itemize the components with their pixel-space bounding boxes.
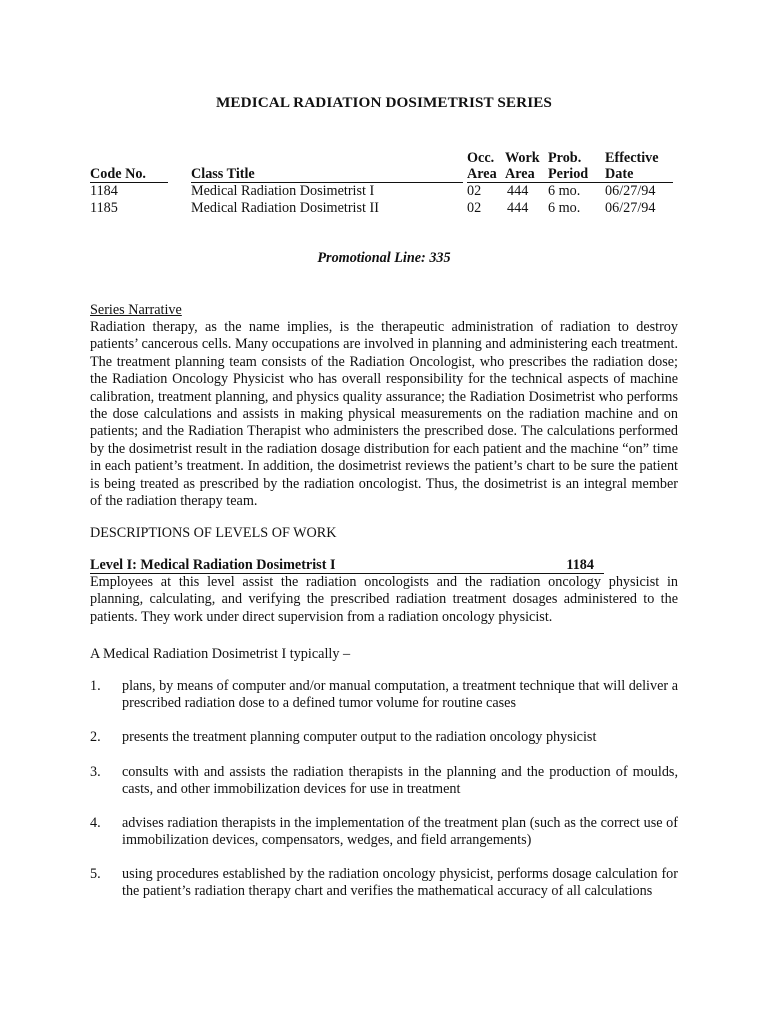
header-prob-period-line1: Prob. — [548, 150, 582, 166]
header-work-area-line1: Work — [505, 150, 540, 166]
level-1-typically: A Medical Radiation Dosimetrist I typically – — [90, 646, 351, 662]
row-effective-date: 06/27/94 — [605, 200, 656, 216]
header-effective-date-line2: Date — [605, 166, 634, 182]
series-narrative-text: Radiation therapy, as the name implies, is the therapeutic administration of radiation to destroy patients’ cancerous cells. Many occupations are involved in planning and administering each treatment. The treatment planning team consists of the Radiation Oncologist, who prescribes the radiation dose; the Radiation Oncology Physicist who has overall responsibility for the technical aspects of machine calibration, treatment planning, and physics quality assurance; the Radiation Dosimetrist who performs the dose calculations and assists in making physical measurements on the radiation machine and on patients; and the Radiation Therapist who administers the prescribed dose. The calculations performed by the dosimetrist result in the radiation dosage distribution for each patient and the machine “on” time in each patient’s treatment. In addition, the dosimetrist reviews the patient’s chart to be sure the patient is being treated as prescribed by the radiation oncologist. Thus, the dosimetrist is an integral member of the radiation therapy team. — [90, 319, 678, 510]
list-item-number: 1. — [90, 678, 101, 694]
document-title: MEDICAL RADIATION DOSIMETRIST SERIES — [216, 94, 552, 111]
header-occ-area-line1: Occ. — [467, 150, 495, 166]
list-item-text: using procedures established by the radiation oncology physicist, performs dosage calculation for the patient’s radiation therapy chart and verifies the mathematical accuracy of all calculations — [122, 866, 678, 900]
levels-of-work-heading: DESCRIPTIONS OF LEVELS OF WORK — [90, 525, 337, 541]
header-occ-area-line2: Area — [467, 166, 497, 182]
row-class-title: Medical Radiation Dosimetrist I — [191, 183, 375, 199]
row-class-title: Medical Radiation Dosimetrist II — [191, 200, 379, 216]
row-effective-date: 06/27/94 — [605, 183, 656, 199]
header-code-no: Code No. — [90, 166, 146, 182]
list-item-text: consults with and assists the radiation therapists in the planning and the production of moulds, casts, and other immobilization devices for use in treatment — [122, 764, 678, 798]
row-work-area: 444 — [507, 183, 529, 199]
header-prob-period-line2: Period — [548, 166, 589, 182]
list-item-number: 5. — [90, 866, 101, 882]
row-work-area: 444 — [507, 200, 529, 216]
row-code: 1184 — [90, 183, 118, 199]
promotional-line: Promotional Line: 335 — [317, 250, 451, 266]
list-item-text: plans, by means of computer and/or manual computation, a treatment technique that will deliver a prescribed radiation dose to a defined tumor volume for routine cases — [122, 678, 678, 712]
level-1-heading — [90, 557, 604, 574]
row-prob-period: 6 mo. — [548, 200, 581, 216]
list-item-number: 4. — [90, 815, 101, 831]
row-prob-period: 6 mo. — [548, 183, 581, 199]
header-work-area-line2: Area — [505, 166, 535, 182]
row-occ-area: 02 — [467, 200, 482, 216]
row-code: 1185 — [90, 200, 118, 216]
header-class-title: Class Title — [191, 166, 255, 182]
header-effective-date-line1: Effective — [605, 150, 659, 166]
list-item-text: advises radiation therapists in the implementation of the treatment plan (such as the correct use of immobilization devices, compensators, wedges, and field arrangements) — [122, 815, 678, 849]
series-narrative-heading: Series Narrative — [90, 302, 182, 318]
list-item-number: 2. — [90, 729, 101, 745]
level-1-description: Employees at this level assist the radiation oncologists and the radiation oncology physicist in planning, calculating, and verifying the prescribed radiation treatment dosages administered to the patients. They work under direct supervision from a radiation oncology physicist. — [90, 574, 678, 625]
list-item-text: presents the treatment planning computer output to the radiation oncology physicist — [122, 729, 597, 745]
row-occ-area: 02 — [467, 183, 482, 199]
level-1-title: Level I: Medical Radiation Dosimetrist I — [90, 557, 336, 573]
level-1-code: 1184 — [566, 557, 594, 573]
list-item-number: 3. — [90, 764, 101, 780]
